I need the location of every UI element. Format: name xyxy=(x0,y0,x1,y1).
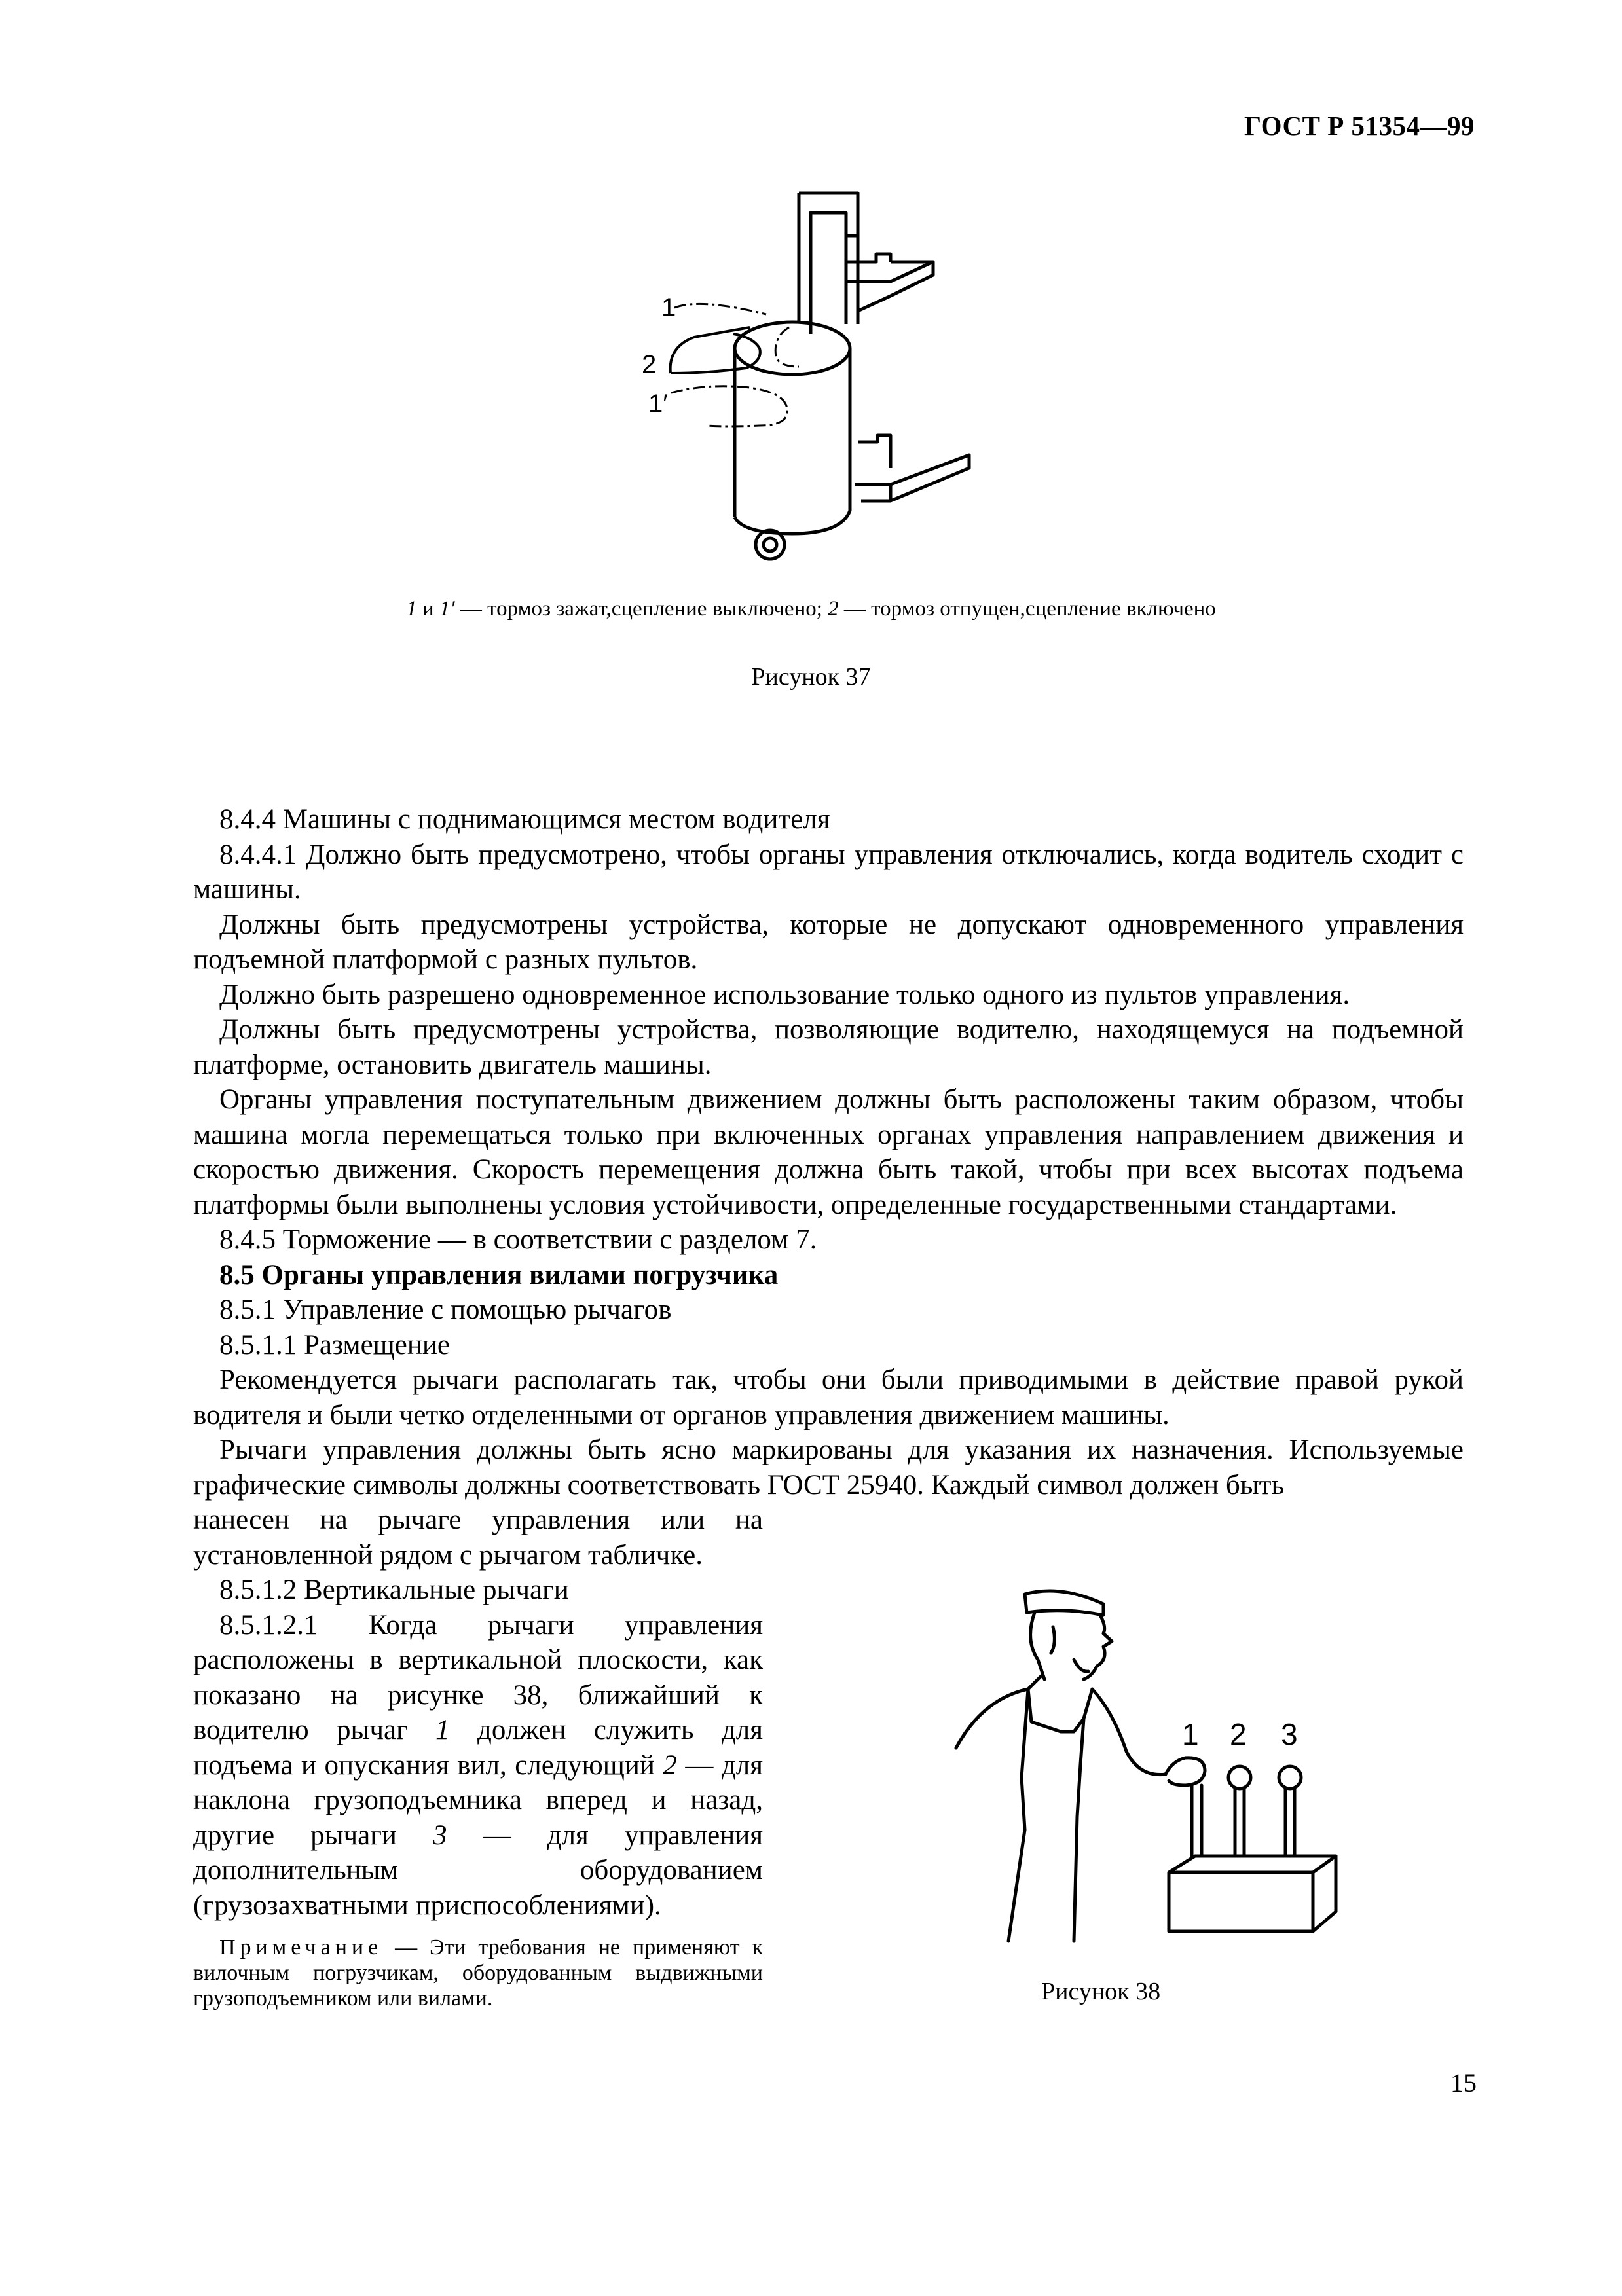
caption-and: и xyxy=(416,597,439,621)
paragraph-8-5-1-1: 8.5.1.1 Размещение xyxy=(219,1329,450,1360)
text-run: — для управления дополнительным оборудованием (грузозахватными приспособлениями). xyxy=(193,1819,764,1921)
section-heading-8-5: 8.5 Органы управления вилами погрузчика xyxy=(219,1259,779,1290)
caption-num-1: 1 xyxy=(406,597,417,621)
figure-38-drawing xyxy=(917,1581,1362,1948)
fig37-label-2: 2 xyxy=(642,350,657,379)
paragraph-continued: нанесен на рычаге управления или на установленной рядом с рычагом табличке. xyxy=(193,1504,763,1571)
paragraph-8-4-4: 8.4.4 Машины с поднимающимся местом водителя xyxy=(219,804,830,835)
paragraph-8-5-1-2-1 xyxy=(193,1608,763,1923)
figure-37-drawing xyxy=(602,177,1008,576)
paragraph-8-4-5: 8.4.5 Торможение — в соответствии с разделом 7. xyxy=(219,1224,817,1255)
paragraph: Должны быть предусмотрены устройства, которые не допускают одновременного управления подъемной платформой с разных пультов. xyxy=(193,909,1464,975)
caption-text-1: — тормоз зажат,сцепление выключено; xyxy=(454,597,828,621)
lever-number-3: 3 xyxy=(432,1819,447,1851)
lever-number-1: 1 xyxy=(435,1715,450,1745)
paragraph: Органы управления поступательным движением должны быть расположены таким образом, чтобы машина могла перемещаться только при включенных органах управления направлением движения и скоростью движения. Скорость перемещения должна быть такой, чтобы при всех высотах подъема платформы были выполнены условия устойчивости, определенные государственными стандартами. xyxy=(193,1084,1464,1220)
paragraph: Должно быть разрешено одновременное использование только одного из пультов управления. xyxy=(219,979,1350,1010)
fig38-label-2: 2 xyxy=(1230,1717,1247,1751)
figure-38-title: Рисунок 38 xyxy=(1041,1978,1161,2005)
text-run: должен служить для подъема и опускания вил, следующий xyxy=(193,1715,763,1781)
fig37-label-1: 1 xyxy=(661,293,676,322)
fig37-label-1-prime: 1′ xyxy=(648,390,668,418)
caption-num-1-prime: 1′ xyxy=(439,597,455,621)
paragraph-8-5-1: 8.5.1 Управление с помощью рычагов xyxy=(219,1294,672,1325)
paragraph: Рычаги управления должны быть ясно маркированы для указания их назначения. Используемые графические символы должны соответствовать ГОСТ 25940. Каждый символ должен быть xyxy=(193,1434,1464,1501)
document-code-header: ГОСТ Р 51354—99 xyxy=(1244,111,1475,141)
fig38-label-3: 3 xyxy=(1281,1717,1298,1751)
paragraph: Должны быть предусмотрены устройства, позволяющие водителю, находящемуся на подъемной платформе, остановить двигатель машины. xyxy=(193,1014,1464,1080)
text-run: — для наклона грузоподъемника вперед и назад, другие рычаги xyxy=(193,1749,763,1851)
note-label: Примечание xyxy=(219,1935,383,1959)
figure-37-caption xyxy=(0,597,1622,621)
paragraph: Рекомендуется рычаги располагать так, чтобы они были приводимыми в действие правой рукой водителя и были четко отделенными от органов управления движением машины. xyxy=(193,1364,1464,1430)
figure-37-title: Рисунок 37 xyxy=(751,663,871,691)
caption-text-2: — тормоз отпущен,сцепление включено xyxy=(838,597,1216,621)
paragraph-8-4-4-1: 8.4.4.1 Должно быть предусмотрено, чтобы органы управления отключались, когда водитель сходит с машины. xyxy=(193,839,1464,905)
fig38-label-1: 1 xyxy=(1182,1717,1199,1751)
lever-number-2: 2 xyxy=(663,1749,677,1781)
text-run: 8.5.1.2.1 Когда рычаги управления расположены в вертикальной плоскости, как показано на рисунке 38, ближайший к водителю рычаг xyxy=(193,1609,763,1745)
page-number: 15 xyxy=(1450,2068,1477,2098)
caption-num-2: 2 xyxy=(828,597,839,621)
note xyxy=(193,1935,763,2011)
paragraph-8-5-1-2: 8.5.1.2 Вертикальные рычаги xyxy=(219,1575,569,1605)
note-text: — Эти требования не применяют к вилочным погрузчикам, оборудованным выдвижными грузоподъемником или вилами. xyxy=(193,1935,763,2011)
